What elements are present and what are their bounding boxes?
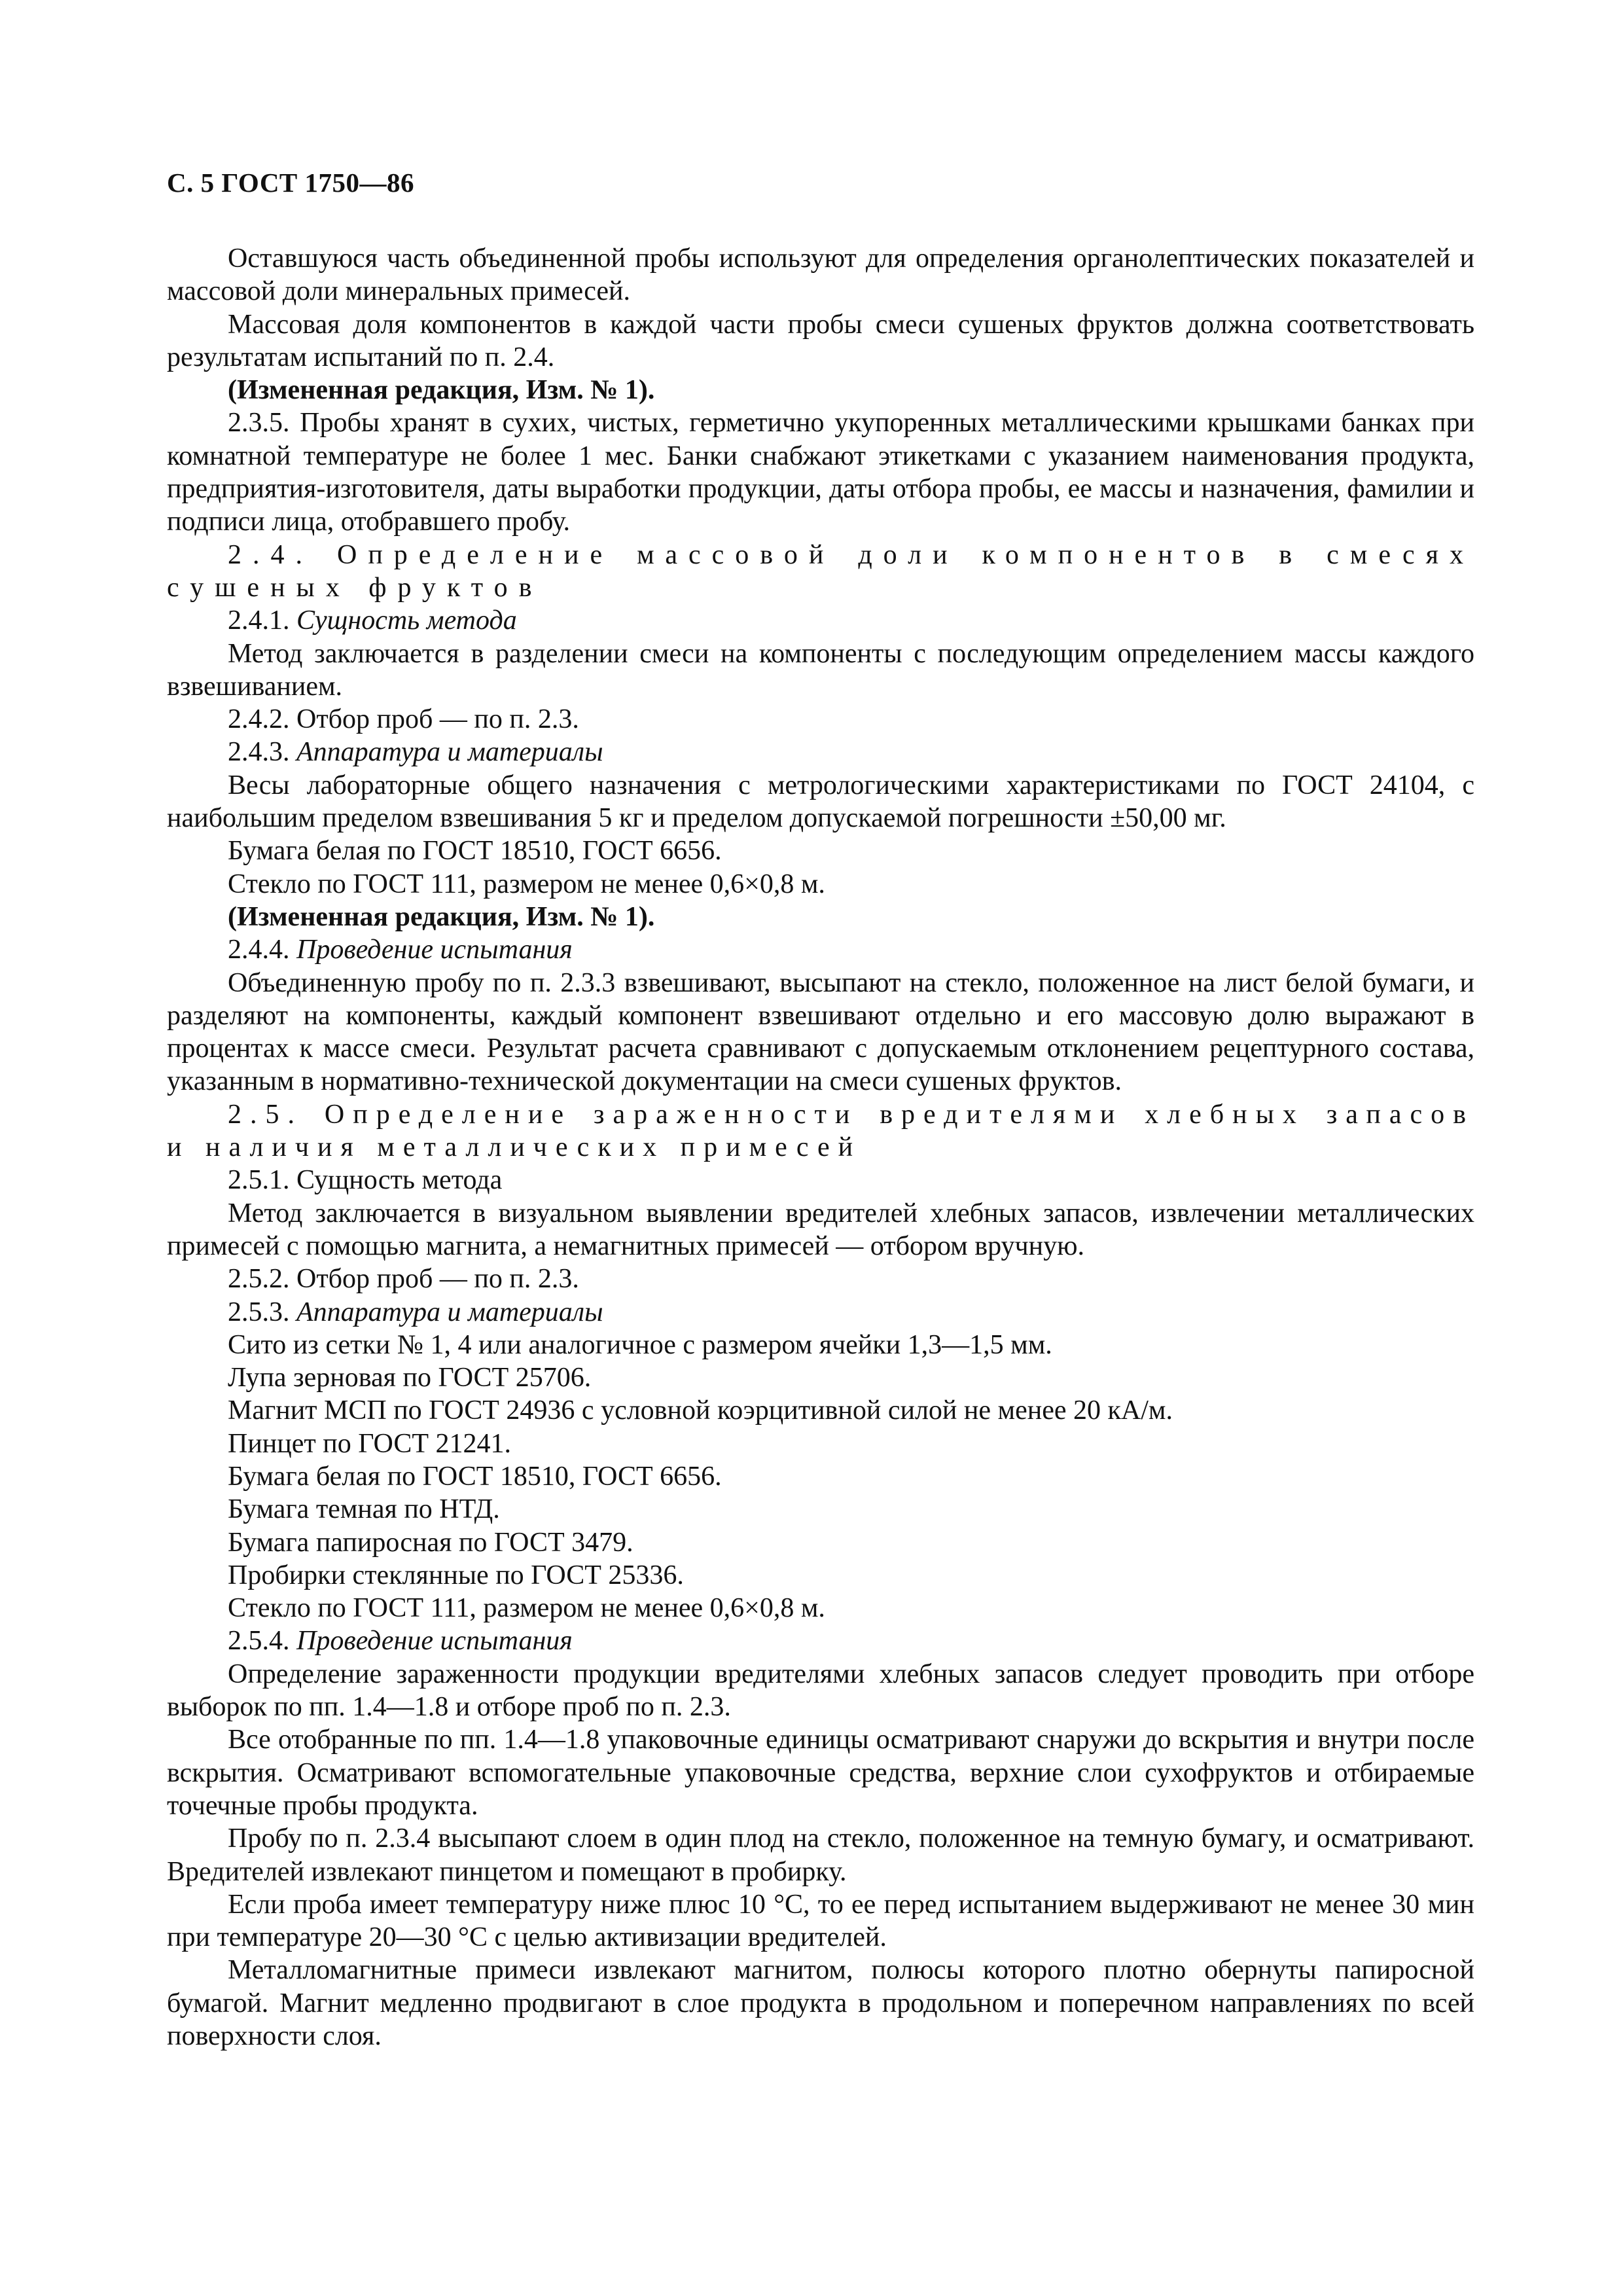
- paragraph: Если проба имеет температуру ниже плюс 10 °С, то ее перед испытанием выдерживают не менее 30 мин при температуре 20—30 °С с целью активизации вредителей.: [167, 1889, 1474, 1953]
- paragraph: 2.5.1. Сущность метода: [228, 1165, 503, 1196]
- clause-number: 2.5.3.: [228, 1297, 290, 1327]
- amendment-note: (Измененная редакция, Изм. № 1).: [228, 375, 655, 406]
- subsection-heading: [167, 604, 1474, 637]
- paragraph: Метод заключается в визуальном выявлении вредителей хлебных запасов, извлечении металлических примесей с помощью магнита, а немагнитных примесей — отбором вручную.: [167, 1198, 1474, 1261]
- section-heading-2-5: 2.5. Определение зараженности вредителями хлебных запасов и наличия металлических примесей: [167, 1099, 1474, 1163]
- paragraph: Метод заключается в разделении смеси на компоненты с последующим определением массы каждого взвешиванием.: [167, 638, 1474, 702]
- section-heading-2-4: 2.4. Определение массовой доли компонентов в смесях сушеных фруктов: [167, 539, 1474, 603]
- document-body: [167, 242, 1474, 2053]
- paragraph: Стекло по ГОСТ 111, размером не менее 0,6×0,8 м.: [228, 869, 825, 899]
- paragraph: Объединенную пробу по п. 2.3.3 взвешивают, высыпают на стекло, положенное на лист белой бумаги, и разделяют на компоненты, каждый компонент взвешивают отдельно и его массовую долю выражают в процентах к массе смеси. Результат расчета сравнивают с допускаемым отклонением рецептурного состава, указанным в нормативно-технической документации на смеси сушеных фруктов.: [167, 967, 1474, 1097]
- paragraph: Массовая доля компонентов в каждой части пробы смеси сушеных фруктов должна соответствовать результатам испытаний по п. 2.4.: [167, 309, 1474, 372]
- clause-number: 2.4.4.: [228, 935, 290, 965]
- list-item: Стекло по ГОСТ 111, размером не менее 0,6×0,8 м.: [228, 1593, 825, 1624]
- clause-title: Сущность метода: [296, 605, 517, 636]
- paragraph: Весы лабораторные общего назначения с метрологическими характеристиками по ГОСТ 24104, с наибольшим пределом взвешивания 5 кг и пределом допускаемой погрешности ±50,00 мг.: [167, 770, 1474, 834]
- subsection-heading: [167, 736, 1474, 768]
- subsection-heading: [167, 1296, 1474, 1329]
- list-item: Бумага белая по ГОСТ 18510, ГОСТ 6656.: [228, 1461, 722, 1492]
- list-item: Пробирки стеклянные по ГОСТ 25336.: [228, 1560, 684, 1590]
- amendment-note: (Измененная редакция, Изм. № 1).: [228, 901, 655, 932]
- paragraph: Все отобранные по пп. 1.4—1.8 упаковочные единицы осматривают снаружи до вскрытия и внутри после вскрытия. Осматривают вспомогательные упаковочные средства, верхние слои сухофруктов и отбираемые точечные пробы продукта.: [167, 1725, 1474, 1821]
- clause-title: Проведение испытания: [296, 935, 573, 965]
- paragraph: 2.5.2. Отбор проб — по п. 2.3.: [228, 1264, 579, 1295]
- clause-number: 2.4.1.: [228, 605, 290, 636]
- paragraph: Металломагнитные примеси извлекают магнитом, полюсы которого плотно обернуты папиросной бумагой. Магнит медленно продвигают в слое продукта в продольном и поперечном направлениях по всей поверхности слоя.: [167, 1955, 1474, 2052]
- clause-title: Аппаратура и материалы: [296, 737, 603, 768]
- list-item: Бумага папиросная по ГОСТ 3479.: [228, 1527, 633, 1558]
- paragraph: Пробу по п. 2.3.4 высыпают слоем в один плод на стекло, положенное на темную бумагу, и осматривают. Вредителей извлекают пинцетом и помещают в пробирку.: [167, 1823, 1474, 1887]
- clause-number: 2.5.4.: [228, 1626, 290, 1657]
- clause-title: Аппаратура и материалы: [296, 1297, 603, 1327]
- list-item: Пинцет по ГОСТ 21241.: [228, 1428, 511, 1459]
- paragraph: 2.3.5. Пробы хранят в сухих, чистых, герметично укупоренных металлическими крышками банках при комнатной температуре не более 1 мес. Банки снабжают этикетками с указанием наименования продукта, предприятия-изготовителя, даты выработки продукции, даты отбора пробы, ее массы и назначения, фамилии и подписи лица, отобравшего пробу.: [167, 408, 1474, 537]
- clause-title: Проведение испытания: [296, 1626, 573, 1657]
- clause-number: 2.4.3.: [228, 737, 290, 768]
- paragraph: 2.4.2. Отбор проб — по п. 2.3.: [228, 704, 579, 735]
- paragraph: Оставшуюся часть объединенной пробы используют для определения органолептических показателей и массовой доли минеральных примесей.: [167, 243, 1474, 307]
- paragraph: Бумага белая по ГОСТ 18510, ГОСТ 6656.: [228, 836, 722, 867]
- list-item: Магнит МСП по ГОСТ 24936 с условной коэрцитивной силой не менее 20 кА/м.: [228, 1395, 1173, 1426]
- subsection-heading: [167, 1624, 1474, 1657]
- list-item: Лупа зерновая по ГОСТ 25706.: [228, 1363, 592, 1393]
- list-item: Сито из сетки № 1, 4 или аналогичное с размером ячейки 1,3—1,5 мм.: [228, 1329, 1052, 1360]
- page-header: С. 5 ГОСТ 1750—86: [167, 168, 415, 198]
- list-item: Бумага темная по НТД.: [228, 1494, 500, 1525]
- paragraph: Определение зараженности продукции вредителями хлебных запасов следует проводить при отборе выборок по пп. 1.4—1.8 и отборе проб по п. 2.3.: [167, 1659, 1474, 1723]
- subsection-heading: [167, 933, 1474, 966]
